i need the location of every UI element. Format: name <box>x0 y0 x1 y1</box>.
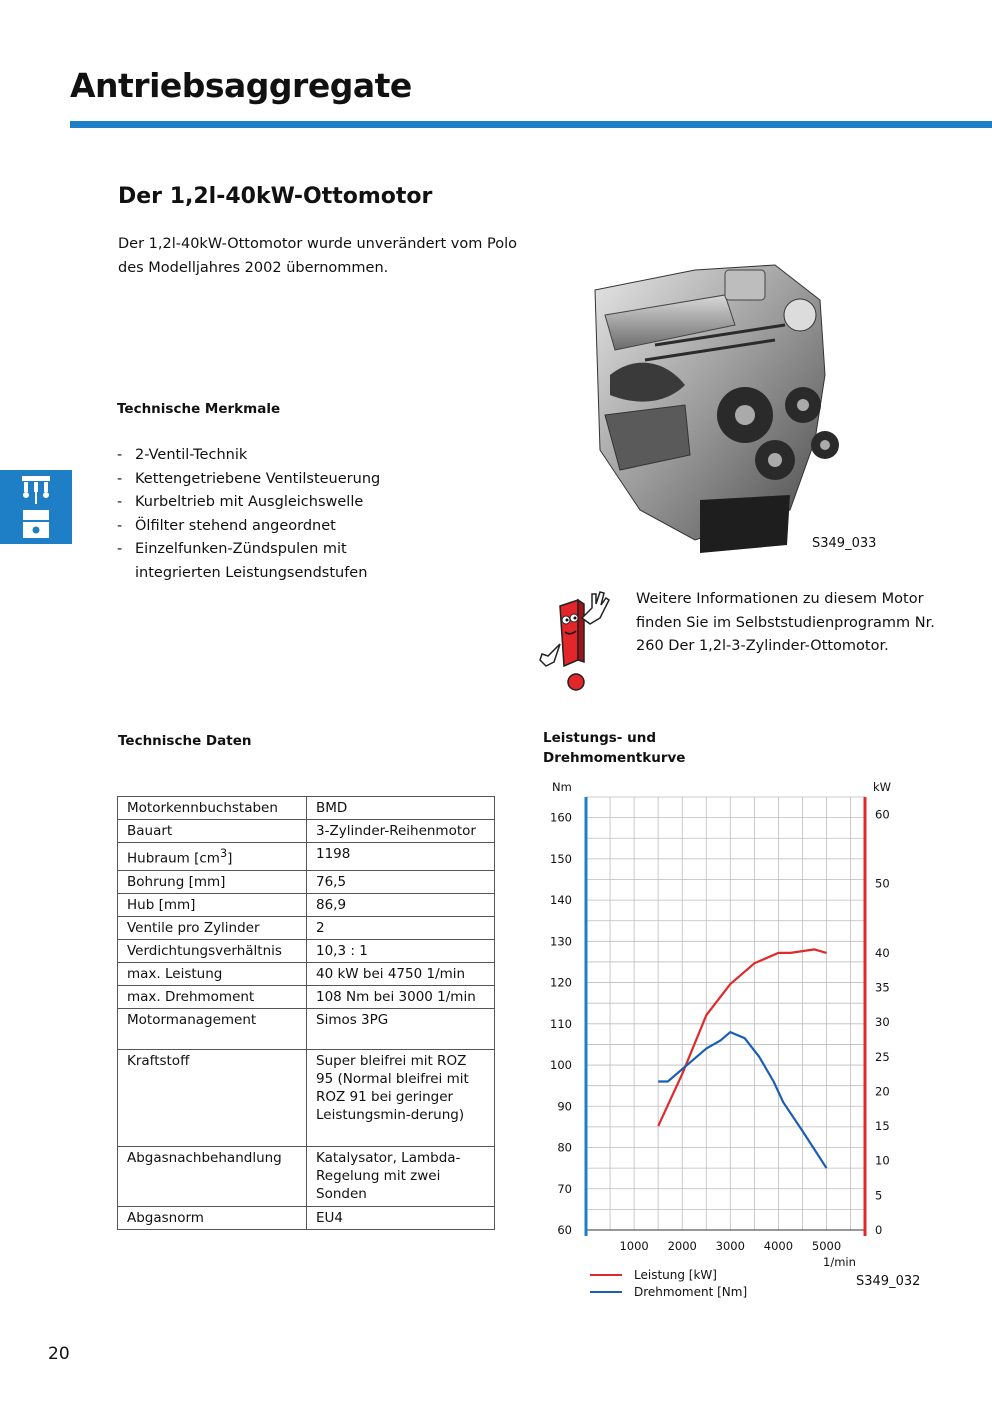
legend-label: Drehmoment [Nm] <box>634 1285 748 1299</box>
y-tick-label-left: 150 <box>550 851 572 866</box>
engine-photo <box>575 255 865 565</box>
y-tick-label-right: 15 <box>875 1119 890 1134</box>
list-item: - Kettengetriebene Ventilsteuerung <box>117 468 417 492</box>
y-tick-label-left: 110 <box>550 1016 572 1031</box>
x-tick-label: 3000 <box>715 1239 745 1253</box>
chart-heading: Leistungs- und Drehmomentkurve <box>543 730 686 766</box>
chart-legend <box>590 1268 747 1299</box>
table-row <box>118 797 495 820</box>
table-cell-value: Simos 3PG <box>307 1008 495 1049</box>
y-tick-label-right: 25 <box>875 1049 890 1064</box>
table-cell-value: 76,5 <box>307 870 495 893</box>
table-cell-key: Bohrung [mm] <box>118 870 307 893</box>
page-title: Antriebsaggregate <box>70 66 412 105</box>
table-cell-value: 10,3 : 1 <box>307 939 495 962</box>
table-row <box>118 1206 495 1229</box>
exclamation-mascot-icon <box>538 588 610 692</box>
table-row <box>118 962 495 985</box>
list-item: - 2-Ventil-Technik <box>117 444 417 468</box>
table-row <box>118 820 495 843</box>
table-cell-value: Katalysator, Lambda-Regelung mit zwei Sonden <box>307 1146 495 1206</box>
features-list <box>117 444 417 585</box>
y-tick-label-left: 120 <box>550 975 572 990</box>
table-cell-value: Super bleifrei mit ROZ 95 (Normal bleifrei mit ROZ 91 bei geringer Leistungsmin-derung) <box>307 1049 495 1146</box>
page-number: 20 <box>48 1344 70 1364</box>
table-cell-value: 1198 <box>307 843 495 871</box>
section-title: Der 1,2l-40kW-Ottomotor <box>118 184 433 209</box>
table-row <box>118 843 495 871</box>
specs-table <box>117 796 495 1230</box>
legend-label: Leistung [kW] <box>634 1268 717 1282</box>
table-row <box>118 916 495 939</box>
y-tick-label-left: 70 <box>557 1181 572 1196</box>
chart-ticks <box>550 807 890 1253</box>
x-tick-label: 1000 <box>619 1239 649 1253</box>
chart-ylabel-right: kW <box>873 780 892 794</box>
photo-code: S349_033 <box>812 536 877 551</box>
y-tick-label-left: 130 <box>550 934 572 949</box>
y-tick-label-right: 60 <box>875 807 890 822</box>
intro-paragraph: Der 1,2l-40kW-Ottomotor wurde unverändert vom Polo des Modelljahres 2002 übernommen. <box>118 236 517 276</box>
y-tick-label-right: 20 <box>875 1084 890 1099</box>
list-item: - Kurbeltrieb mit Ausgleichswelle <box>117 491 417 515</box>
y-tick-label-right: 50 <box>875 876 890 891</box>
chart-xlabel: 1/min <box>823 1255 856 1269</box>
y-tick-label-right: 10 <box>875 1153 890 1168</box>
x-tick-label: 4000 <box>763 1239 794 1253</box>
y-tick-label-left: 160 <box>550 810 572 825</box>
table-cell-key: Ventile pro Zylinder <box>118 916 307 939</box>
superscript: 3 <box>219 847 228 860</box>
y-tick-label-right: 0 <box>875 1223 883 1237</box>
table-cell-value: 40 kW bei 4750 1/min <box>307 962 495 985</box>
table-cell-key-text: Hubraum [cm <box>127 850 220 867</box>
table-cell-value: 3-Zylinder-Reihenmotor <box>307 820 495 843</box>
table-cell-key: Kraftstoff <box>118 1049 307 1146</box>
chart-ylabel-left: Nm <box>552 780 572 794</box>
table-cell-key: max. Leistung <box>118 962 307 985</box>
y-tick-label-right: 30 <box>875 1015 890 1030</box>
list-item: - Ölfilter stehend angeordnet <box>117 515 417 539</box>
table-cell-key: Abgasnorm <box>118 1206 307 1229</box>
table-cell-key: Motorkennbuchstaben <box>118 797 307 820</box>
list-item: - Einzelfunken-Zündspulen mit integrierten Leistungsendstufen <box>117 538 417 585</box>
y-tick-label-right: 5 <box>875 1188 883 1203</box>
chart-code: S349_032 <box>856 1274 921 1289</box>
table-cell-value: 2 <box>307 916 495 939</box>
chart-grid <box>586 797 865 1230</box>
y-tick-label-left: 100 <box>550 1058 572 1073</box>
table-cell-value: BMD <box>307 797 495 820</box>
engine-section-tab-icon <box>0 470 72 544</box>
y-tick-label-right: 40 <box>875 945 890 960</box>
title-rule <box>70 121 992 128</box>
table-cell-key-tail: ] <box>227 850 233 867</box>
table-row <box>118 1008 495 1049</box>
performance-chart <box>540 775 930 1310</box>
y-tick-label-left: 60 <box>557 1223 572 1237</box>
y-tick-label-left: 90 <box>557 1099 572 1114</box>
table-cell-key: Motormanagement <box>118 1008 307 1049</box>
table-cell-value: EU4 <box>307 1206 495 1229</box>
table-row <box>118 939 495 962</box>
table-cell-key <box>118 843 307 871</box>
table-row <box>118 1146 495 1206</box>
x-tick-label: 5000 <box>811 1239 842 1253</box>
table-cell-key: max. Drehmoment <box>118 985 307 1008</box>
table-cell-key: Hub [mm] <box>118 893 307 916</box>
y-tick-label-right: 35 <box>875 980 890 995</box>
y-tick-label-left: 140 <box>550 893 572 908</box>
table-row <box>118 1049 495 1146</box>
table-cell-key: Abgasnachbehandlung <box>118 1146 307 1206</box>
features-heading: Technische Merkmale <box>117 401 281 417</box>
table-cell-value: 86,9 <box>307 893 495 916</box>
table-row <box>118 893 495 916</box>
table-cell-key: Verdichtungsverhältnis <box>118 939 307 962</box>
table-row <box>118 870 495 893</box>
table-cell-value: 108 Nm bei 3000 1/min <box>307 985 495 1008</box>
y-tick-label-left: 80 <box>557 1140 572 1155</box>
data-heading: Technische Daten <box>118 733 252 749</box>
table-row <box>118 985 495 1008</box>
info-note: Weitere Informationen zu diesem Motor finden Sie im Selbststudienprogramm Nr. 260 Der 1,2l-3-Zylinder-Ottomotor. <box>636 591 935 654</box>
x-tick-label: 2000 <box>667 1239 697 1253</box>
table-cell-key: Bauart <box>118 820 307 843</box>
